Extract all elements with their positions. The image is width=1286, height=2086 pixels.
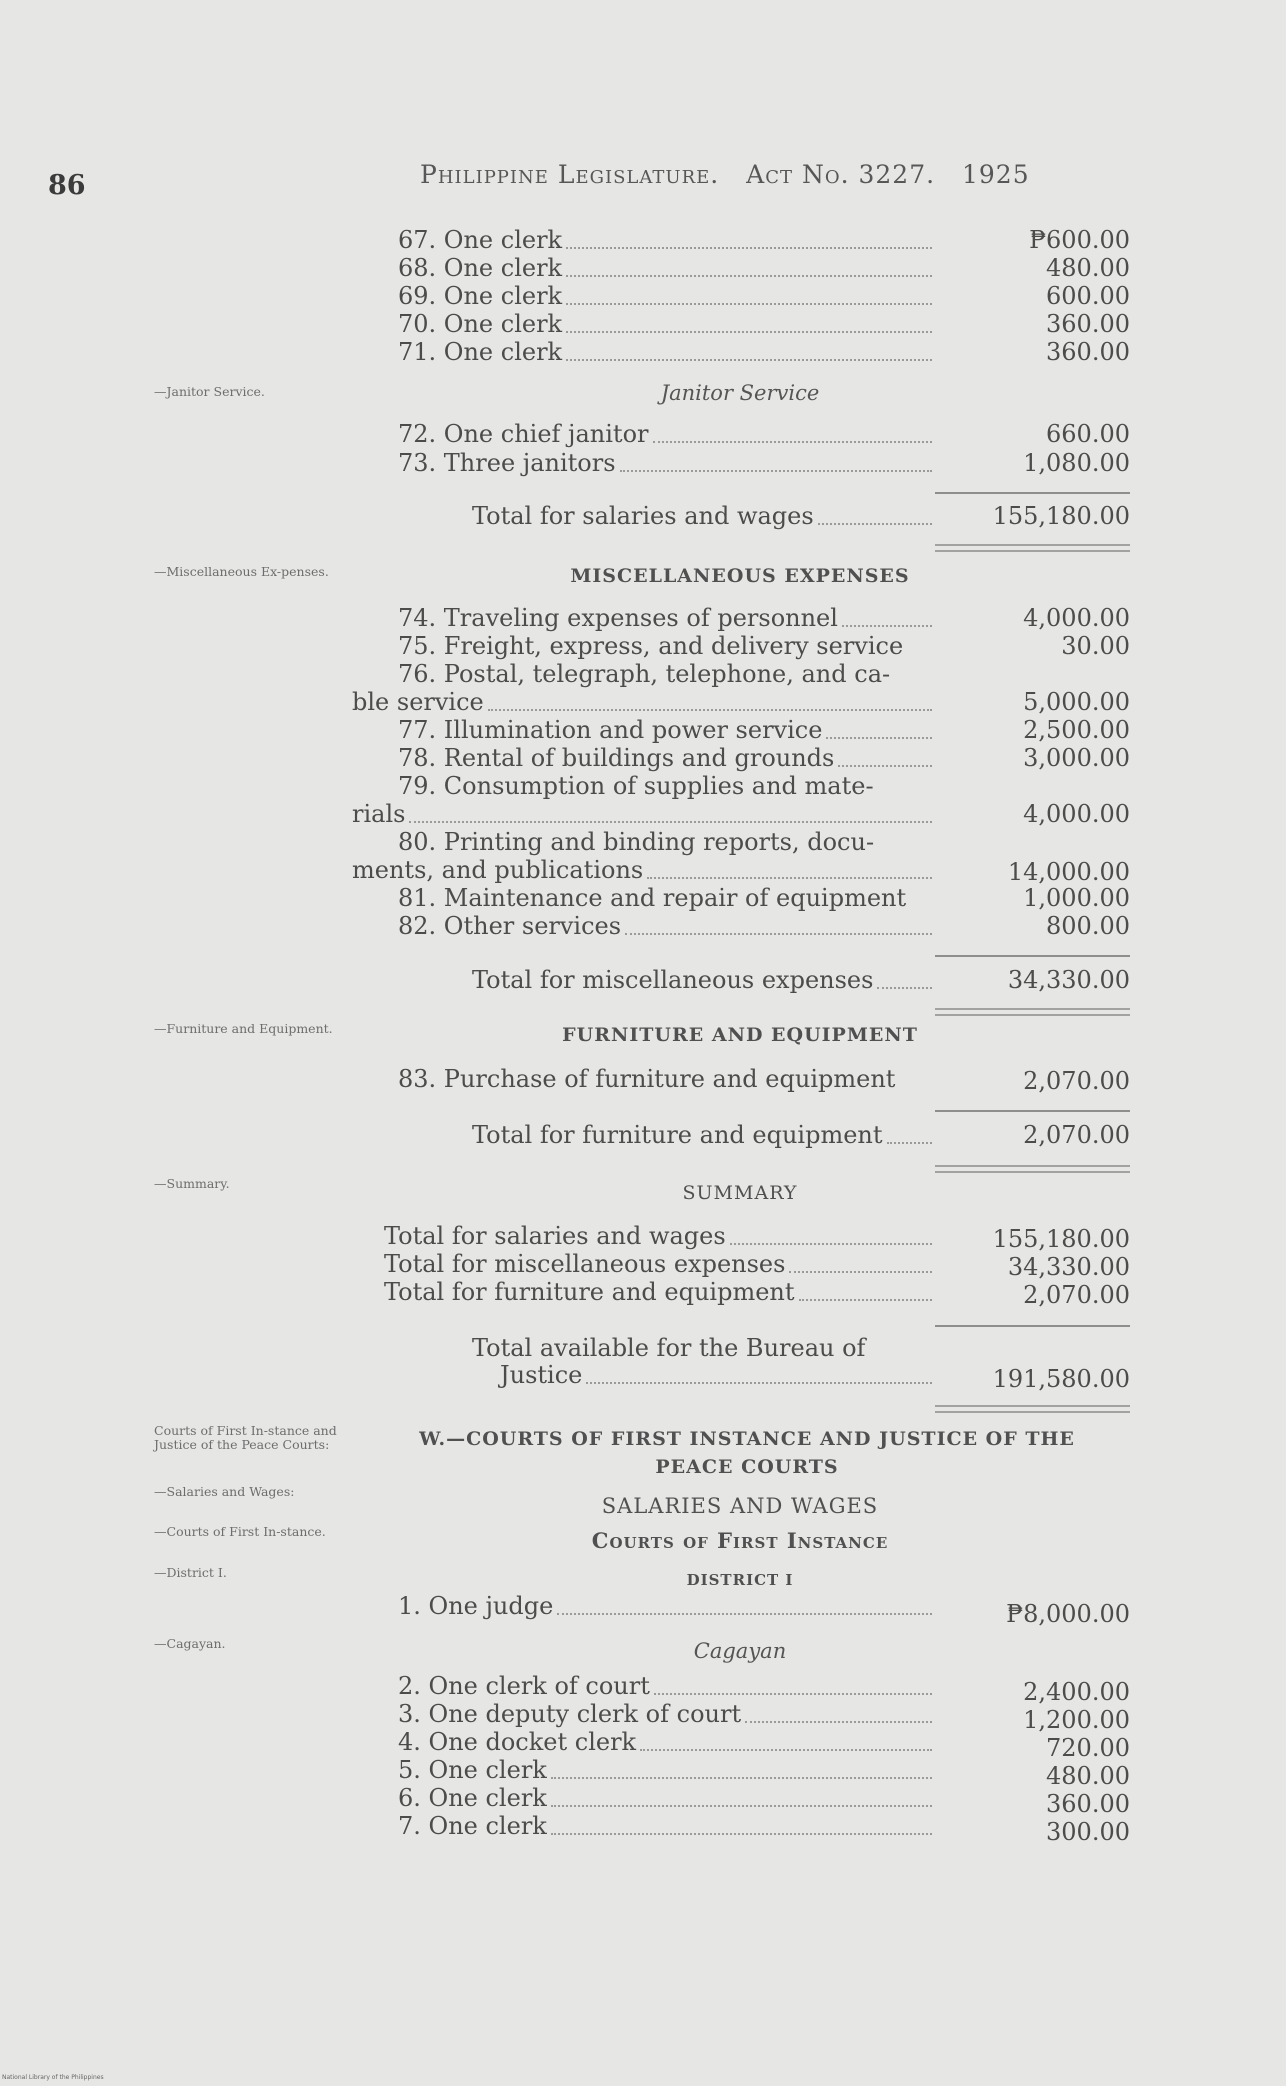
- amount: 3,000.00: [1023, 744, 1130, 772]
- total-available-line1: Total available for the Bureau of: [472, 1334, 866, 1362]
- rule: [935, 492, 1130, 494]
- list-item: 71. One clerk: [398, 338, 936, 368]
- courts-heading: W.—COURTS OF FIRST INSTANCE AND JUSTICE OF THE: [419, 1428, 1075, 1450]
- list-item: rials: [352, 800, 936, 830]
- double-rule: [935, 1405, 1130, 1413]
- district-heading: DISTRICT I: [686, 1571, 794, 1589]
- total-available: Justice: [500, 1361, 936, 1391]
- amount: 600.00: [1046, 282, 1130, 310]
- list-item-line: 76. Postal, telegraph, telephone, and ca-: [398, 660, 891, 688]
- margin-note-summary: —Summary.: [154, 1176, 230, 1191]
- list-item-line: 80. Printing and binding reports, docu-: [398, 828, 875, 856]
- list-item: ble service: [352, 688, 936, 718]
- list-item: 5. One clerk: [398, 1756, 936, 1786]
- amount: 360.00: [1046, 338, 1130, 366]
- amount: 2,070.00: [1023, 1121, 1130, 1149]
- section-heading-misc: MISCELLANEOUS EXPENSES: [570, 565, 910, 587]
- margin-note-cfi: —Courts of First In-stance.: [154, 1524, 326, 1539]
- scan-footer: National Library of the Philippines: [2, 2074, 104, 2081]
- double-rule: [935, 1008, 1130, 1016]
- amount: 5,000.00: [1023, 688, 1130, 716]
- amount: 34,330.00: [1007, 1253, 1130, 1281]
- list-item-line: 79. Consumption of supplies and mate-: [398, 772, 874, 800]
- amount: 34,330.00: [1007, 966, 1130, 994]
- amount: 720.00: [1046, 1734, 1130, 1762]
- amount: ₱600.00: [1029, 226, 1130, 254]
- amount: 1,080.00: [1023, 449, 1130, 477]
- rule: [935, 1110, 1130, 1112]
- list-item: 7. One clerk: [398, 1812, 936, 1842]
- amount: 2,070.00: [1023, 1281, 1130, 1309]
- running-title: Philippine Legislature.: [420, 160, 720, 189]
- amount: 1,000.00: [1023, 884, 1130, 912]
- courts-heading-2: PEACE COURTS: [655, 1456, 839, 1478]
- cfi-heading: Courts of First Instance: [591, 1528, 889, 1553]
- list-item: 3. One deputy clerk of court: [398, 1700, 936, 1730]
- section-heading-janitor: Janitor Service: [660, 381, 820, 405]
- amount: 360.00: [1046, 310, 1130, 338]
- list-item: 72. One chief janitor: [398, 420, 936, 450]
- summary-row: Total for furniture and equipment: [384, 1278, 936, 1308]
- double-rule: [935, 544, 1130, 552]
- list-item: 68. One clerk: [398, 254, 936, 284]
- running-header: [420, 160, 1030, 189]
- page-number: 86: [48, 170, 86, 201]
- list-item: 75. Freight, express, and delivery service: [398, 632, 904, 660]
- list-item: 69. One clerk: [398, 282, 936, 312]
- amount: 800.00: [1046, 912, 1130, 940]
- list-item: 73. Three janitors: [398, 449, 936, 479]
- margin-note-courts: Courts of First In-stance and Justice of the Peace Courts:: [154, 1423, 337, 1452]
- summary-row: Total for miscellaneous expenses: [384, 1250, 936, 1280]
- total-salaries: Total for salaries and wages: [472, 502, 936, 532]
- section-heading-summary: SUMMARY: [682, 1182, 798, 1204]
- total-misc: Total for miscellaneous expenses: [472, 966, 936, 996]
- amount: 155,180.00: [992, 502, 1130, 530]
- margin-note-misc: —Miscellaneous Ex-penses.: [154, 564, 329, 579]
- amount: 191,580.00: [992, 1365, 1130, 1393]
- amount: 300.00: [1046, 1818, 1130, 1846]
- act-number: Act No. 3227.: [746, 160, 936, 189]
- amount: 4,000.00: [1023, 604, 1130, 632]
- amount: 2,070.00: [1023, 1067, 1130, 1095]
- amount: 480.00: [1046, 254, 1130, 282]
- list-item: 83. Purchase of furniture and equipment: [398, 1065, 896, 1093]
- list-item: 77. Illumination and power service: [398, 716, 936, 746]
- list-item: ments, and publications: [352, 856, 936, 886]
- amount: 2,400.00: [1023, 1678, 1130, 1706]
- margin-note-janitor: —Janitor Service.: [154, 384, 265, 399]
- margin-note-furniture: —Furniture and Equipment.: [154, 1021, 333, 1036]
- margin-note-salaries: —Salaries and Wages:: [154, 1484, 295, 1499]
- amount: 30.00: [1061, 632, 1130, 660]
- amount: 2,500.00: [1023, 716, 1130, 744]
- list-item: 67. One clerk: [398, 226, 936, 256]
- rule: [935, 955, 1130, 957]
- rule: [935, 1325, 1130, 1327]
- year: 1925: [962, 160, 1030, 189]
- total-furniture: Total for furniture and equipment: [472, 1121, 936, 1151]
- amount: 660.00: [1046, 420, 1130, 448]
- double-rule: [935, 1165, 1130, 1173]
- list-item: 6. One clerk: [398, 1784, 936, 1814]
- margin-note-district: —District I.: [154, 1565, 227, 1580]
- amount: 4,000.00: [1023, 800, 1130, 828]
- amount: 155,180.00: [992, 1225, 1130, 1253]
- amount: 360.00: [1046, 1790, 1130, 1818]
- amount: ₱8,000.00: [1006, 1600, 1130, 1628]
- list-item: 81. Maintenance and repair of equipment: [398, 884, 907, 912]
- list-item: 74. Traveling expenses of personnel: [398, 604, 936, 634]
- list-item: 78. Rental of buildings and grounds: [398, 744, 936, 774]
- amount: 480.00: [1046, 1762, 1130, 1790]
- list-item: 82. Other services: [398, 912, 936, 942]
- list-item: 2. One clerk of court: [398, 1672, 936, 1702]
- amount: 1,200.00: [1023, 1706, 1130, 1734]
- list-item: 4. One docket clerk: [398, 1728, 936, 1758]
- list-item: 70. One clerk: [398, 310, 936, 340]
- summary-row: Total for salaries and wages: [384, 1222, 936, 1252]
- amount: 14,000.00: [1007, 858, 1130, 886]
- margin-note-cagayan: —Cagayan.: [154, 1636, 226, 1651]
- cagayan-heading: Cagayan: [693, 1639, 787, 1663]
- salaries-heading: SALARIES AND WAGES: [601, 1494, 879, 1518]
- list-item: 1. One judge: [398, 1592, 936, 1622]
- section-heading-furniture: FURNITURE AND EQUIPMENT: [562, 1024, 918, 1046]
